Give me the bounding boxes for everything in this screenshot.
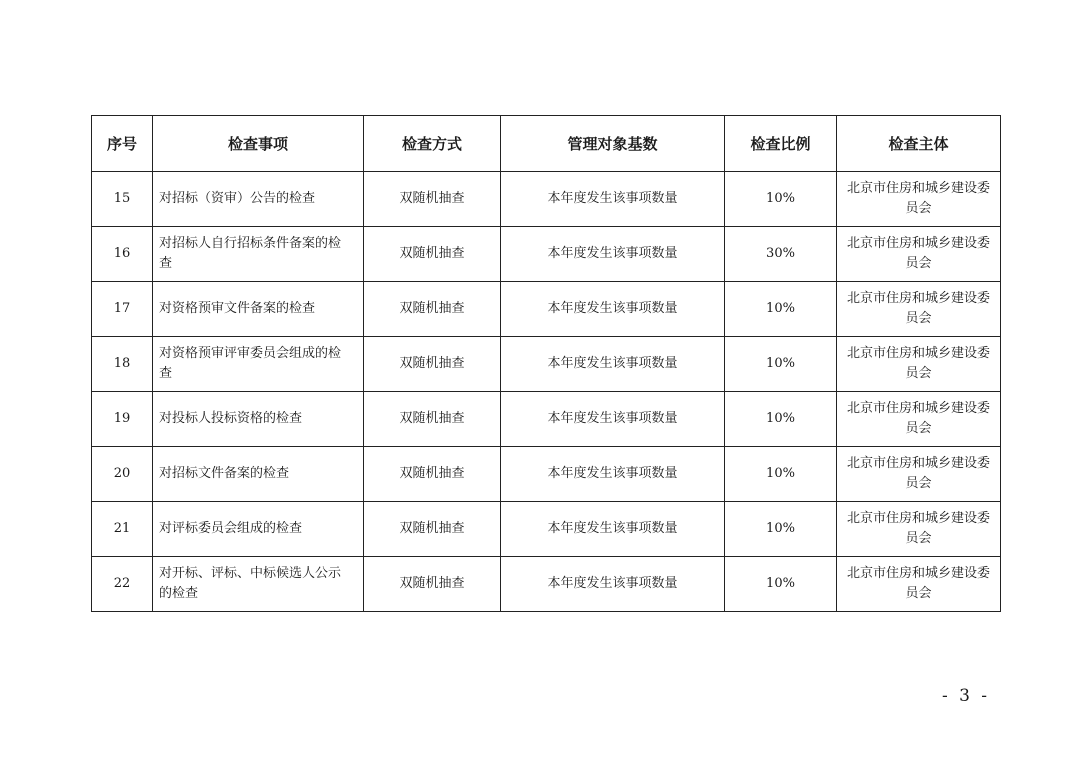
cell-management-base: 本年度发生该事项数量 xyxy=(501,502,725,557)
cell-inspection-subject: 北京市住房和城乡建设委员会 xyxy=(837,392,1001,447)
cell-inspection-item: 对资格预审评审委员会组成的检查 xyxy=(153,337,364,392)
cell-management-base: 本年度发生该事项数量 xyxy=(501,447,725,502)
cell-inspection-item: 对招标（资审）公告的检查 xyxy=(153,172,364,227)
cell-management-base: 本年度发生该事项数量 xyxy=(501,557,725,612)
cell-inspection-ratio: 30% xyxy=(725,227,837,282)
table-row xyxy=(92,282,1001,337)
cell-management-base: 本年度发生该事项数量 xyxy=(501,392,725,447)
table-row xyxy=(92,502,1001,557)
cell-serial-number: 17 xyxy=(92,282,153,337)
inspection-table xyxy=(91,115,1001,612)
header-serial-number: 序号 xyxy=(92,116,153,172)
cell-inspection-ratio: 10% xyxy=(725,172,837,227)
cell-management-base: 本年度发生该事项数量 xyxy=(501,337,725,392)
cell-inspection-method: 双随机抽查 xyxy=(364,502,501,557)
header-inspection-item: 检查事项 xyxy=(153,116,364,172)
cell-inspection-method: 双随机抽查 xyxy=(364,337,501,392)
header-inspection-method: 检查方式 xyxy=(364,116,501,172)
cell-inspection-subject: 北京市住房和城乡建设委员会 xyxy=(837,337,1001,392)
cell-inspection-method: 双随机抽查 xyxy=(364,392,501,447)
cell-inspection-item: 对评标委员会组成的检查 xyxy=(153,502,364,557)
table-row xyxy=(92,557,1001,612)
cell-serial-number: 18 xyxy=(92,337,153,392)
cell-inspection-subject: 北京市住房和城乡建设委员会 xyxy=(837,502,1001,557)
cell-serial-number: 22 xyxy=(92,557,153,612)
cell-inspection-method: 双随机抽查 xyxy=(364,557,501,612)
header-inspection-subject: 检查主体 xyxy=(837,116,1001,172)
header-management-base: 管理对象基数 xyxy=(501,116,725,172)
cell-management-base: 本年度发生该事项数量 xyxy=(501,172,725,227)
cell-serial-number: 19 xyxy=(92,392,153,447)
cell-inspection-item: 对开标、评标、中标候选人公示的检查 xyxy=(153,557,364,612)
cell-inspection-item: 对资格预审文件备案的检查 xyxy=(153,282,364,337)
cell-inspection-ratio: 10% xyxy=(725,447,837,502)
cell-inspection-subject: 北京市住房和城乡建设委员会 xyxy=(837,282,1001,337)
cell-inspection-ratio: 10% xyxy=(725,282,837,337)
cell-inspection-method: 双随机抽查 xyxy=(364,282,501,337)
cell-serial-number: 16 xyxy=(92,227,153,282)
cell-serial-number: 15 xyxy=(92,172,153,227)
table-row xyxy=(92,227,1001,282)
cell-serial-number: 20 xyxy=(92,447,153,502)
cell-management-base: 本年度发生该事项数量 xyxy=(501,282,725,337)
cell-serial-number: 21 xyxy=(92,502,153,557)
cell-inspection-subject: 北京市住房和城乡建设委员会 xyxy=(837,172,1001,227)
cell-inspection-item: 对招标文件备案的检查 xyxy=(153,447,364,502)
table-row xyxy=(92,447,1001,502)
cell-inspection-subject: 北京市住房和城乡建设委员会 xyxy=(837,227,1001,282)
table-row xyxy=(92,337,1001,392)
table-row xyxy=(92,172,1001,227)
cell-inspection-item: 对投标人投标资格的检查 xyxy=(153,392,364,447)
cell-inspection-method: 双随机抽查 xyxy=(364,172,501,227)
cell-inspection-subject: 北京市住房和城乡建设委员会 xyxy=(837,447,1001,502)
page-number: - 3 - xyxy=(941,686,991,706)
table-row xyxy=(92,392,1001,447)
cell-inspection-ratio: 10% xyxy=(725,337,837,392)
cell-inspection-ratio: 10% xyxy=(725,557,837,612)
cell-management-base: 本年度发生该事项数量 xyxy=(501,227,725,282)
header-inspection-ratio: 检查比例 xyxy=(725,116,837,172)
table-header-row xyxy=(92,116,1001,172)
cell-inspection-method: 双随机抽查 xyxy=(364,447,501,502)
cell-inspection-method: 双随机抽查 xyxy=(364,227,501,282)
cell-inspection-item: 对招标人自行招标条件备案的检查 xyxy=(153,227,364,282)
cell-inspection-ratio: 10% xyxy=(725,392,837,447)
cell-inspection-subject: 北京市住房和城乡建设委员会 xyxy=(837,557,1001,612)
cell-inspection-ratio: 10% xyxy=(725,502,837,557)
